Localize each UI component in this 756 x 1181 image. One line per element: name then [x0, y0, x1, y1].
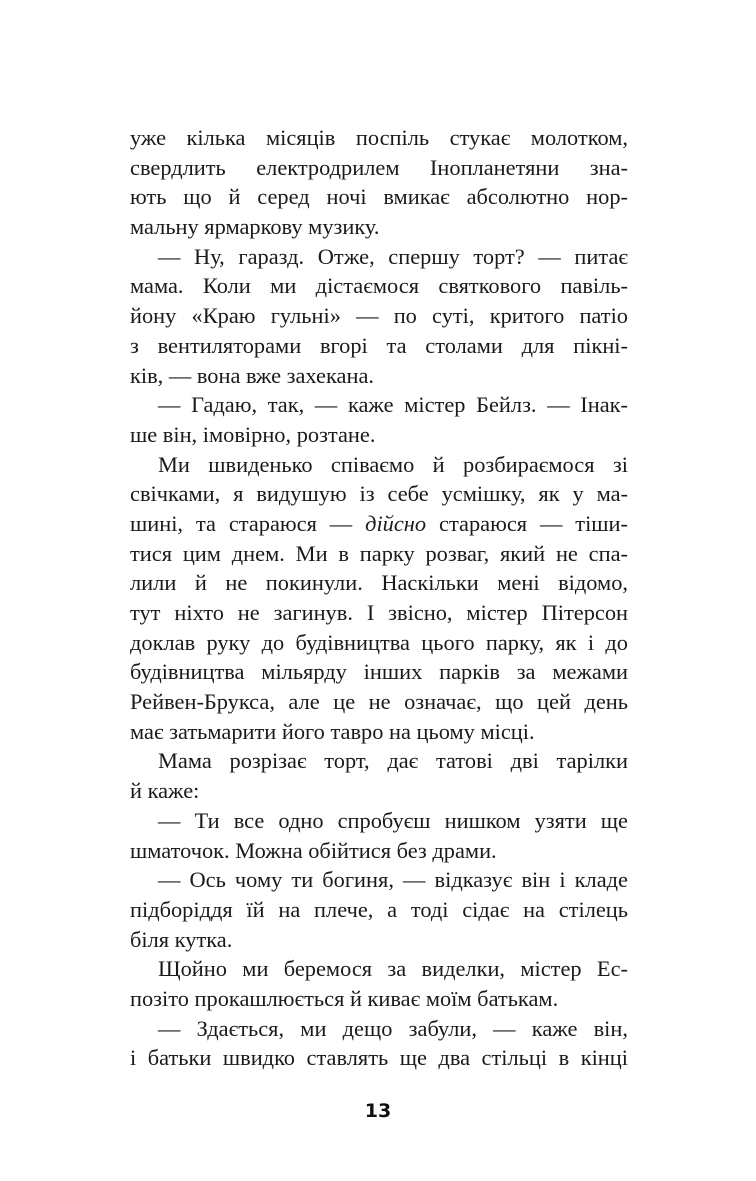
text-line: Щойно ми беремося за виделки, містер Ес-	[158, 956, 628, 982]
text-line: ків, — вона вже захекана.	[130, 362, 374, 388]
text-line: Рейвен-Брукса, але це не означає, що цей день	[130, 689, 628, 715]
text-line: Ми швиденько співаємо й розбираємося зі	[158, 451, 628, 477]
text-line: — Ти все одно спробуєш нишком узяти ще	[158, 807, 628, 833]
text-line: позіто прокашлюється й киває моїм батькам.	[130, 985, 559, 1011]
text-line: уже кілька місяців поспіль стукає молотком,	[130, 125, 628, 150]
text-line: й каже:	[130, 778, 200, 804]
text-line: свердлить електродрилем Інопланетяни зна-	[130, 154, 628, 180]
text-line: тут ніхто не загинув. І звісно, містер Пітерсон	[130, 600, 628, 625]
text-line: будівництва мільярду інших парків за межами	[130, 659, 628, 685]
text-line: — Здається, ми дещо забули, — каже він,	[158, 1015, 628, 1041]
text-line: йону «Краю гульні» — по суті, критого патіо	[130, 303, 628, 329]
text-line: Мама розрізає торт, дає татові дві тарілки	[158, 748, 628, 774]
text-line: лили й не покинули. Наскільки мені відомо,	[130, 570, 628, 596]
text-line: — Ось чому ти богиня, — відказує він і кладе	[158, 867, 628, 893]
text-line: ють що й серед ночі вмикає абсолютно нор-	[130, 184, 628, 210]
text-line: ше він, імовірно, розтане.	[130, 421, 376, 447]
body-text	[130, 123, 628, 1073]
text-line: біля кутка.	[130, 926, 233, 952]
text-span: шині, та стараюся —	[130, 510, 353, 536]
text-line: — Гадаю, так, — каже містер Бейлз. — Інак-	[158, 392, 628, 418]
text-line: з вентиляторами вгорі та столами для пікні-	[130, 332, 628, 358]
text-line: доклав руку до будівництва цього парку, як і до	[130, 629, 628, 655]
text-line	[130, 509, 628, 539]
text-line: тися цим днем. Ми в парку розваг, який не спа-	[130, 540, 628, 566]
text-line: має затьмарити його тавро на цьому місці.	[130, 718, 535, 744]
text-line: — Ну, гаразд. Отже, спершу торт? — питає	[158, 243, 628, 269]
text-line: мама. Коли ми дістаємося святкового павіль-	[130, 273, 628, 299]
text-line: підборіддя їй на плече, а тоді сідає на стілець	[130, 896, 628, 922]
page-number: 13	[364, 1100, 392, 1122]
text-span: стараюся — тіши-	[439, 510, 628, 536]
emphasis-text: дійсно	[365, 510, 427, 536]
text-line: шматочок. Можна обійтися без драми.	[130, 837, 497, 863]
text-line: мальну ярмаркову музику.	[130, 214, 380, 240]
text-line: і батьки швидко ставлять ще два стільці в кінці	[130, 1045, 628, 1071]
text-line: свічками, я видушую із себе усмішку, як у ма-	[130, 481, 628, 507]
